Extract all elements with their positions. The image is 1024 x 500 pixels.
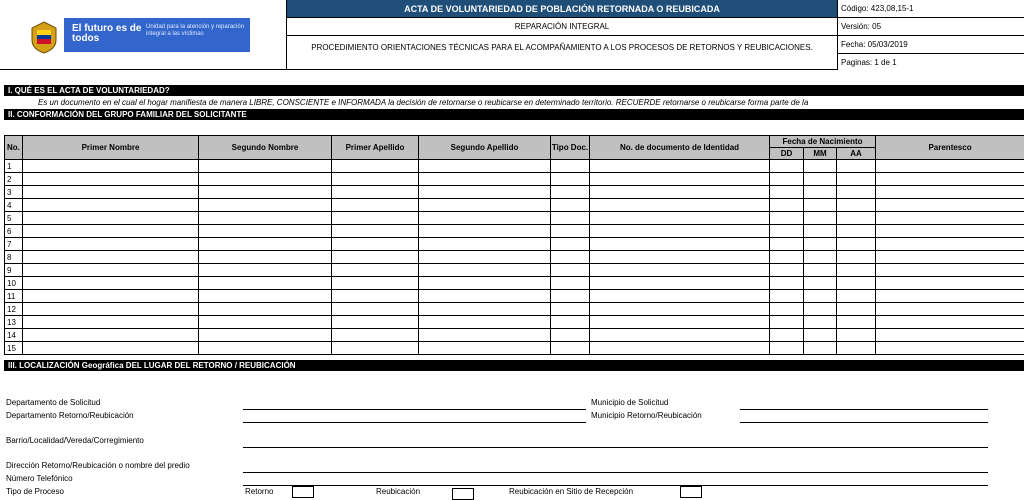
table-cell[interactable] [419, 316, 551, 329]
col-documento: No. de documento de Identidad [590, 136, 770, 160]
telefono-label: Número Telefónico [6, 474, 73, 484]
row-number: 7 [5, 238, 23, 251]
table-row [5, 277, 1024, 290]
fecha-label: Fecha: 05/03/2019 [838, 36, 1024, 54]
table-cell[interactable] [837, 212, 876, 225]
table-cell[interactable] [551, 303, 590, 316]
direccion-label: Dirección Retorno/Reubicación o nombre del predio [6, 461, 190, 471]
brand-sub-text: Unidad para la atención y reparación integral a las víctimas [146, 24, 246, 38]
table-row [5, 199, 1024, 212]
table-cell[interactable] [770, 186, 804, 199]
table-row [5, 329, 1024, 342]
table-cell[interactable] [23, 264, 199, 277]
table-cell[interactable] [23, 251, 199, 264]
col-parentesco: Parentesco [876, 136, 1024, 160]
table-cell[interactable] [590, 342, 770, 355]
table-cell[interactable] [23, 160, 199, 173]
table-cell[interactable] [551, 186, 590, 199]
reubicacion-option-label: Reubicación [376, 487, 420, 497]
table-cell[interactable] [590, 186, 770, 199]
row-number: 6 [5, 225, 23, 238]
table-cell[interactable] [876, 303, 1024, 316]
row-number: 10 [5, 277, 23, 290]
table-cell[interactable] [770, 303, 804, 316]
table-cell[interactable] [199, 160, 332, 173]
table-cell[interactable] [199, 199, 332, 212]
table-row [5, 225, 1024, 238]
table-cell[interactable] [590, 173, 770, 186]
municipio-retorno-label: Municipio Retorno/Reubicación [591, 411, 702, 421]
table-cell[interactable] [23, 329, 199, 342]
row-number: 2 [5, 173, 23, 186]
barrio-label: Barrio/Localidad/Vereda/Corregimiento [6, 436, 144, 446]
table-cell[interactable] [551, 329, 590, 342]
table-cell[interactable] [804, 173, 837, 186]
table-row [5, 238, 1024, 251]
tipo-proceso-label: Tipo de Proceso [6, 487, 64, 497]
table-cell[interactable] [804, 277, 837, 290]
logo-area [0, 0, 287, 70]
table-row [5, 290, 1024, 303]
row-number: 9 [5, 264, 23, 277]
table-cell[interactable] [332, 160, 419, 173]
table-cell[interactable] [23, 186, 199, 199]
col-dd: DD [770, 148, 804, 160]
table-cell[interactable] [551, 290, 590, 303]
table-cell[interactable] [419, 251, 551, 264]
table-cell[interactable] [876, 199, 1024, 212]
table-cell[interactable] [770, 342, 804, 355]
table-cell[interactable] [590, 329, 770, 342]
table-cell[interactable] [332, 212, 419, 225]
table-cell[interactable] [199, 173, 332, 186]
section-1-title: I. QUÉ ES EL ACTA DE VOLUNTARIEDAD? [4, 85, 1024, 96]
barrio-field[interactable] [243, 447, 988, 448]
table-cell[interactable] [837, 303, 876, 316]
table-cell[interactable] [804, 199, 837, 212]
table-cell[interactable] [804, 238, 837, 251]
table-cell[interactable] [590, 316, 770, 329]
table-cell[interactable] [332, 225, 419, 238]
municipio-solicitud-label: Municipio de Solicitud [591, 398, 668, 408]
sitio-recepcion-checkbox[interactable] [680, 486, 702, 498]
col-primer-nombre: Primer Nombre [23, 136, 199, 160]
table-cell[interactable] [770, 264, 804, 277]
row-number: 4 [5, 199, 23, 212]
table-cell[interactable] [419, 329, 551, 342]
table-cell[interactable] [419, 199, 551, 212]
table-cell[interactable] [837, 290, 876, 303]
table-row [5, 186, 1024, 199]
table-cell[interactable] [332, 290, 419, 303]
table-cell[interactable] [551, 160, 590, 173]
table-cell[interactable] [804, 316, 837, 329]
table-cell[interactable] [770, 251, 804, 264]
row-number: 11 [5, 290, 23, 303]
table-cell[interactable] [837, 251, 876, 264]
table-cell[interactable] [551, 238, 590, 251]
table-cell[interactable] [837, 329, 876, 342]
table-cell[interactable] [199, 264, 332, 277]
table-cell[interactable] [199, 277, 332, 290]
table-cell[interactable] [199, 316, 332, 329]
table-cell[interactable] [590, 212, 770, 225]
document-subtitle: REPARACIÓN INTEGRAL [287, 18, 837, 36]
table-cell[interactable] [804, 212, 837, 225]
table-cell[interactable] [419, 264, 551, 277]
table-cell[interactable] [551, 225, 590, 238]
table-cell[interactable] [332, 342, 419, 355]
table-cell[interactable] [876, 212, 1024, 225]
depto-solicitud-label: Departamento de Solicitud [6, 398, 100, 408]
table-cell[interactable] [876, 238, 1024, 251]
depto-retorno-label: Departamento Retorno/Reubicación [6, 411, 134, 421]
document-title: ACTA DE VOLUNTARIEDAD DE POBLACIÓN RETORNADA O REUBICADA [287, 0, 837, 18]
table-cell[interactable] [590, 199, 770, 212]
colombia-seal-icon [26, 20, 62, 54]
col-fecha-nacimiento: Fecha de Nacimiento [770, 136, 876, 148]
table-cell[interactable] [332, 238, 419, 251]
table-cell[interactable] [876, 264, 1024, 277]
table-cell[interactable] [837, 277, 876, 290]
row-number: 8 [5, 251, 23, 264]
table-cell[interactable] [419, 212, 551, 225]
table-cell[interactable] [551, 264, 590, 277]
table-cell[interactable] [876, 277, 1024, 290]
table-cell[interactable] [804, 290, 837, 303]
brand-banner [64, 18, 250, 52]
table-cell[interactable] [837, 199, 876, 212]
table-cell[interactable] [770, 212, 804, 225]
table-cell[interactable] [332, 264, 419, 277]
section-3-title: III. LOCALIZACIÓN Geográfica DEL LUGAR DEL RETORNO / REUBICACIÓN [4, 360, 1024, 371]
col-no: No. [5, 136, 23, 160]
table-cell[interactable] [590, 290, 770, 303]
metadata-panel [837, 0, 1024, 70]
table-cell[interactable] [551, 173, 590, 186]
table-row [5, 160, 1024, 173]
row-number: 3 [5, 186, 23, 199]
table-cell[interactable] [23, 173, 199, 186]
section-1-text: Es un documento en el cual el hogar manifiesta de manera LIBRE, CONSCIENTE e INFORMADA la decisión de retornarse o reubicarse en determinado territorio. RECUERDE retornarse o reubicarse forma parte de la [0, 97, 1024, 108]
table-cell[interactable] [23, 238, 199, 251]
table-cell[interactable] [199, 225, 332, 238]
table-cell[interactable] [332, 329, 419, 342]
table-cell[interactable] [837, 342, 876, 355]
reubicacion-checkbox[interactable] [452, 488, 474, 500]
table-cell[interactable] [837, 186, 876, 199]
table-cell[interactable] [23, 342, 199, 355]
codigo-label: Código: 423,08,15-1 [838, 0, 1024, 18]
table-row [5, 173, 1024, 186]
col-primer-apellido: Primer Apellido [332, 136, 419, 160]
table-cell[interactable] [876, 173, 1024, 186]
table-cell[interactable] [419, 290, 551, 303]
table-row [5, 264, 1024, 277]
table-cell[interactable] [551, 316, 590, 329]
col-tipo-doc: Tipo Doc. [551, 136, 590, 160]
table-cell[interactable] [804, 225, 837, 238]
table-cell[interactable] [770, 316, 804, 329]
table-row [5, 251, 1024, 264]
table-cell[interactable] [551, 277, 590, 290]
family-table [4, 135, 1024, 355]
table-cell[interactable] [419, 303, 551, 316]
row-number: 13 [5, 316, 23, 329]
table-cell[interactable] [876, 225, 1024, 238]
table-cell[interactable] [419, 160, 551, 173]
table-cell[interactable] [876, 316, 1024, 329]
table-cell[interactable] [332, 199, 419, 212]
table-cell[interactable] [770, 173, 804, 186]
table-cell[interactable] [876, 290, 1024, 303]
col-mm: MM [804, 148, 837, 160]
table-cell[interactable] [23, 303, 199, 316]
table-cell[interactable] [590, 238, 770, 251]
depto-solicitud-field[interactable] [243, 409, 586, 410]
table-cell[interactable] [770, 277, 804, 290]
table-cell[interactable] [23, 316, 199, 329]
table-cell[interactable] [551, 212, 590, 225]
table-cell[interactable] [837, 264, 876, 277]
table-cell[interactable] [199, 329, 332, 342]
table-cell[interactable] [770, 238, 804, 251]
table-cell[interactable] [419, 238, 551, 251]
telefono-field[interactable] [243, 485, 988, 486]
table-cell[interactable] [770, 160, 804, 173]
table-cell[interactable] [199, 342, 332, 355]
paginas-label: Paginas: 1 de 1 [838, 54, 1024, 71]
table-cell[interactable] [199, 212, 332, 225]
table-cell[interactable] [590, 277, 770, 290]
table-cell[interactable] [590, 303, 770, 316]
table-cell[interactable] [199, 290, 332, 303]
table-cell[interactable] [23, 290, 199, 303]
table-cell[interactable] [551, 342, 590, 355]
table-cell[interactable] [590, 264, 770, 277]
table-cell[interactable] [770, 329, 804, 342]
table-cell[interactable] [419, 186, 551, 199]
row-number: 1 [5, 160, 23, 173]
table-cell[interactable] [837, 225, 876, 238]
brand-main-text: El futuro es de todos [72, 24, 142, 44]
table-cell[interactable] [590, 251, 770, 264]
table-cell[interactable] [419, 225, 551, 238]
row-number: 15 [5, 342, 23, 355]
table-cell[interactable] [804, 303, 837, 316]
table-cell[interactable] [332, 186, 419, 199]
version-label: Versión: 05 [838, 18, 1024, 36]
municipio-solicitud-field[interactable] [740, 409, 988, 410]
table-cell[interactable] [419, 277, 551, 290]
col-segundo-apellido: Segundo Apellido [419, 136, 551, 160]
table-cell[interactable] [770, 290, 804, 303]
table-cell[interactable] [837, 316, 876, 329]
col-aa: AA [837, 148, 876, 160]
table-cell[interactable] [804, 186, 837, 199]
table-cell[interactable] [419, 173, 551, 186]
table-cell[interactable] [332, 277, 419, 290]
table-cell[interactable] [804, 264, 837, 277]
table-cell[interactable] [804, 329, 837, 342]
table-cell[interactable] [199, 303, 332, 316]
depto-retorno-field[interactable] [243, 422, 586, 423]
table-cell[interactable] [199, 251, 332, 264]
table-row [5, 342, 1024, 355]
row-number: 14 [5, 329, 23, 342]
table-cell[interactable] [770, 199, 804, 212]
table-cell[interactable] [837, 238, 876, 251]
table-cell[interactable] [23, 277, 199, 290]
table-cell[interactable] [419, 342, 551, 355]
table-cell[interactable] [590, 225, 770, 238]
table-cell[interactable] [804, 342, 837, 355]
retorno-checkbox[interactable] [292, 486, 314, 498]
table-cell[interactable] [199, 186, 332, 199]
retorno-option-label: Retorno [245, 487, 273, 497]
table-cell[interactable] [23, 199, 199, 212]
table-cell[interactable] [332, 173, 419, 186]
procedure-text: PROCEDIMIENTO ORIENTACIONES TÉCNICAS PARA EL ACOMPAÑAMIENTO A LOS PROCESOS DE RETORNOS Y REUBICACIONES. [287, 36, 837, 70]
table-cell[interactable] [876, 186, 1024, 199]
table-row [5, 303, 1024, 316]
table-row [5, 316, 1024, 329]
table-cell[interactable] [804, 160, 837, 173]
table-cell[interactable] [876, 329, 1024, 342]
table-cell[interactable] [199, 238, 332, 251]
table-cell[interactable] [23, 225, 199, 238]
table-cell[interactable] [876, 342, 1024, 355]
table-cell[interactable] [770, 225, 804, 238]
table-cell[interactable] [332, 316, 419, 329]
table-cell[interactable] [551, 251, 590, 264]
table-cell[interactable] [837, 173, 876, 186]
table-cell[interactable] [23, 212, 199, 225]
direccion-field[interactable] [243, 472, 988, 473]
sitio-recepcion-option-label: Reubicación en Sitio de Recepción [509, 487, 633, 497]
table-cell[interactable] [332, 251, 419, 264]
table-cell[interactable] [876, 251, 1024, 264]
municipio-retorno-field[interactable] [740, 422, 988, 423]
table-cell[interactable] [332, 303, 419, 316]
table-cell[interactable] [804, 251, 837, 264]
table-cell[interactable] [590, 160, 770, 173]
section-2-title: II. CONFORMACIÓN DEL GRUPO FAMILIAR DEL SOLICITANTE [4, 109, 1024, 120]
row-number: 12 [5, 303, 23, 316]
table-cell[interactable] [876, 160, 1024, 173]
table-cell[interactable] [837, 160, 876, 173]
col-segundo-nombre: Segundo Nombre [199, 136, 332, 160]
table-cell[interactable] [551, 199, 590, 212]
table-row [5, 212, 1024, 225]
row-number: 5 [5, 212, 23, 225]
